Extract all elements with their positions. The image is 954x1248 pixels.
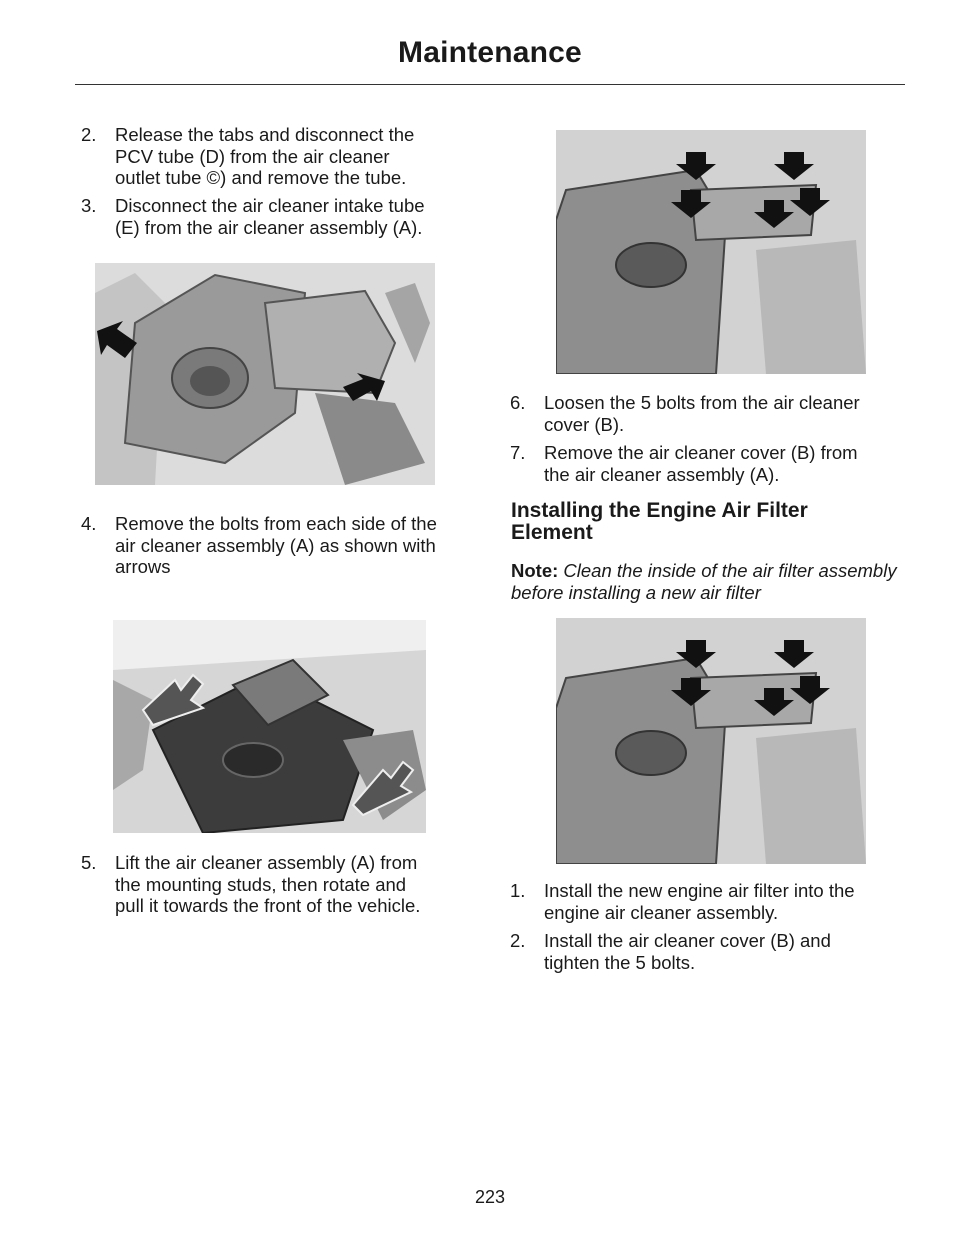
step-4 xyxy=(81,513,491,579)
air-cleaner-cover-drawing xyxy=(556,130,866,374)
step-line: Remove the air cleaner cover (B) from xyxy=(544,442,858,463)
step-line: the mounting studs, then rotate and xyxy=(115,873,407,895)
install-step-2 xyxy=(510,930,920,974)
step-line: Loosen the 5 bolts from the air cleaner xyxy=(544,392,860,413)
step-line: outlet tube ©) and remove the tube. xyxy=(115,167,407,188)
step-number: 6. xyxy=(510,392,526,413)
note-text: Clean the inside of the air filter assembly before installing a new air filter xyxy=(511,560,897,603)
step-7 xyxy=(510,442,920,486)
step-line: (E) from the air cleaner assembly (A). xyxy=(115,216,423,238)
step-line: pull it towards the front of the vehicle. xyxy=(115,895,421,916)
step-line: Remove the bolts from each side of the xyxy=(115,513,437,534)
step-5 xyxy=(81,852,491,918)
step-6 xyxy=(510,392,920,436)
install-step-1 xyxy=(510,880,920,924)
step-line: PCV tube (D) from the air cleaner xyxy=(115,145,390,167)
step-line: the air cleaner assembly (A). xyxy=(544,463,780,485)
step-2 xyxy=(81,124,481,190)
air-cleaner-cover-install-illustration xyxy=(556,618,866,864)
step-number: 1. xyxy=(510,880,526,901)
step-line: Disconnect the air cleaner intake tube xyxy=(115,195,425,216)
step-line: cover (B). xyxy=(544,413,625,435)
step-line: Install the air cleaner cover (B) and xyxy=(544,930,831,951)
page-title: Maintenance xyxy=(398,36,582,69)
step-number: 7. xyxy=(510,442,526,463)
step-number: 2. xyxy=(81,124,97,145)
note xyxy=(511,560,911,603)
step-line: engine air cleaner assembly. xyxy=(544,901,779,923)
step-number: 4. xyxy=(81,513,97,534)
step-line: air cleaner assembly (A) as shown with xyxy=(115,534,436,556)
engine-cover-illustration xyxy=(95,263,435,485)
section-heading-line: Installing the Engine Air Filter xyxy=(511,499,808,522)
step-line: tighten the 5 bolts. xyxy=(544,951,696,973)
section-heading xyxy=(511,500,891,544)
engine-cover-drawing xyxy=(95,263,435,485)
page-number: 223 xyxy=(474,1187,506,1207)
air-cleaner-cover-install-drawing xyxy=(556,618,866,864)
step-number: 2. xyxy=(510,930,526,951)
air-cleaner-assembly-drawing xyxy=(113,620,426,833)
section-heading-line: Element xyxy=(511,521,593,544)
step-line: Install the new engine air filter into the xyxy=(544,880,855,901)
title-divider xyxy=(75,84,905,85)
step-number: 5. xyxy=(81,852,97,873)
step-number: 3. xyxy=(81,195,97,216)
step-line: arrows xyxy=(115,556,171,577)
step-3 xyxy=(81,195,481,239)
step-line: Lift the air cleaner assembly (A) from xyxy=(115,852,418,873)
step-line: Release the tabs and disconnect the xyxy=(115,124,415,145)
air-cleaner-cover-illustration xyxy=(556,130,866,374)
note-label: Note: xyxy=(511,560,559,581)
air-cleaner-assembly-illustration xyxy=(113,620,426,833)
